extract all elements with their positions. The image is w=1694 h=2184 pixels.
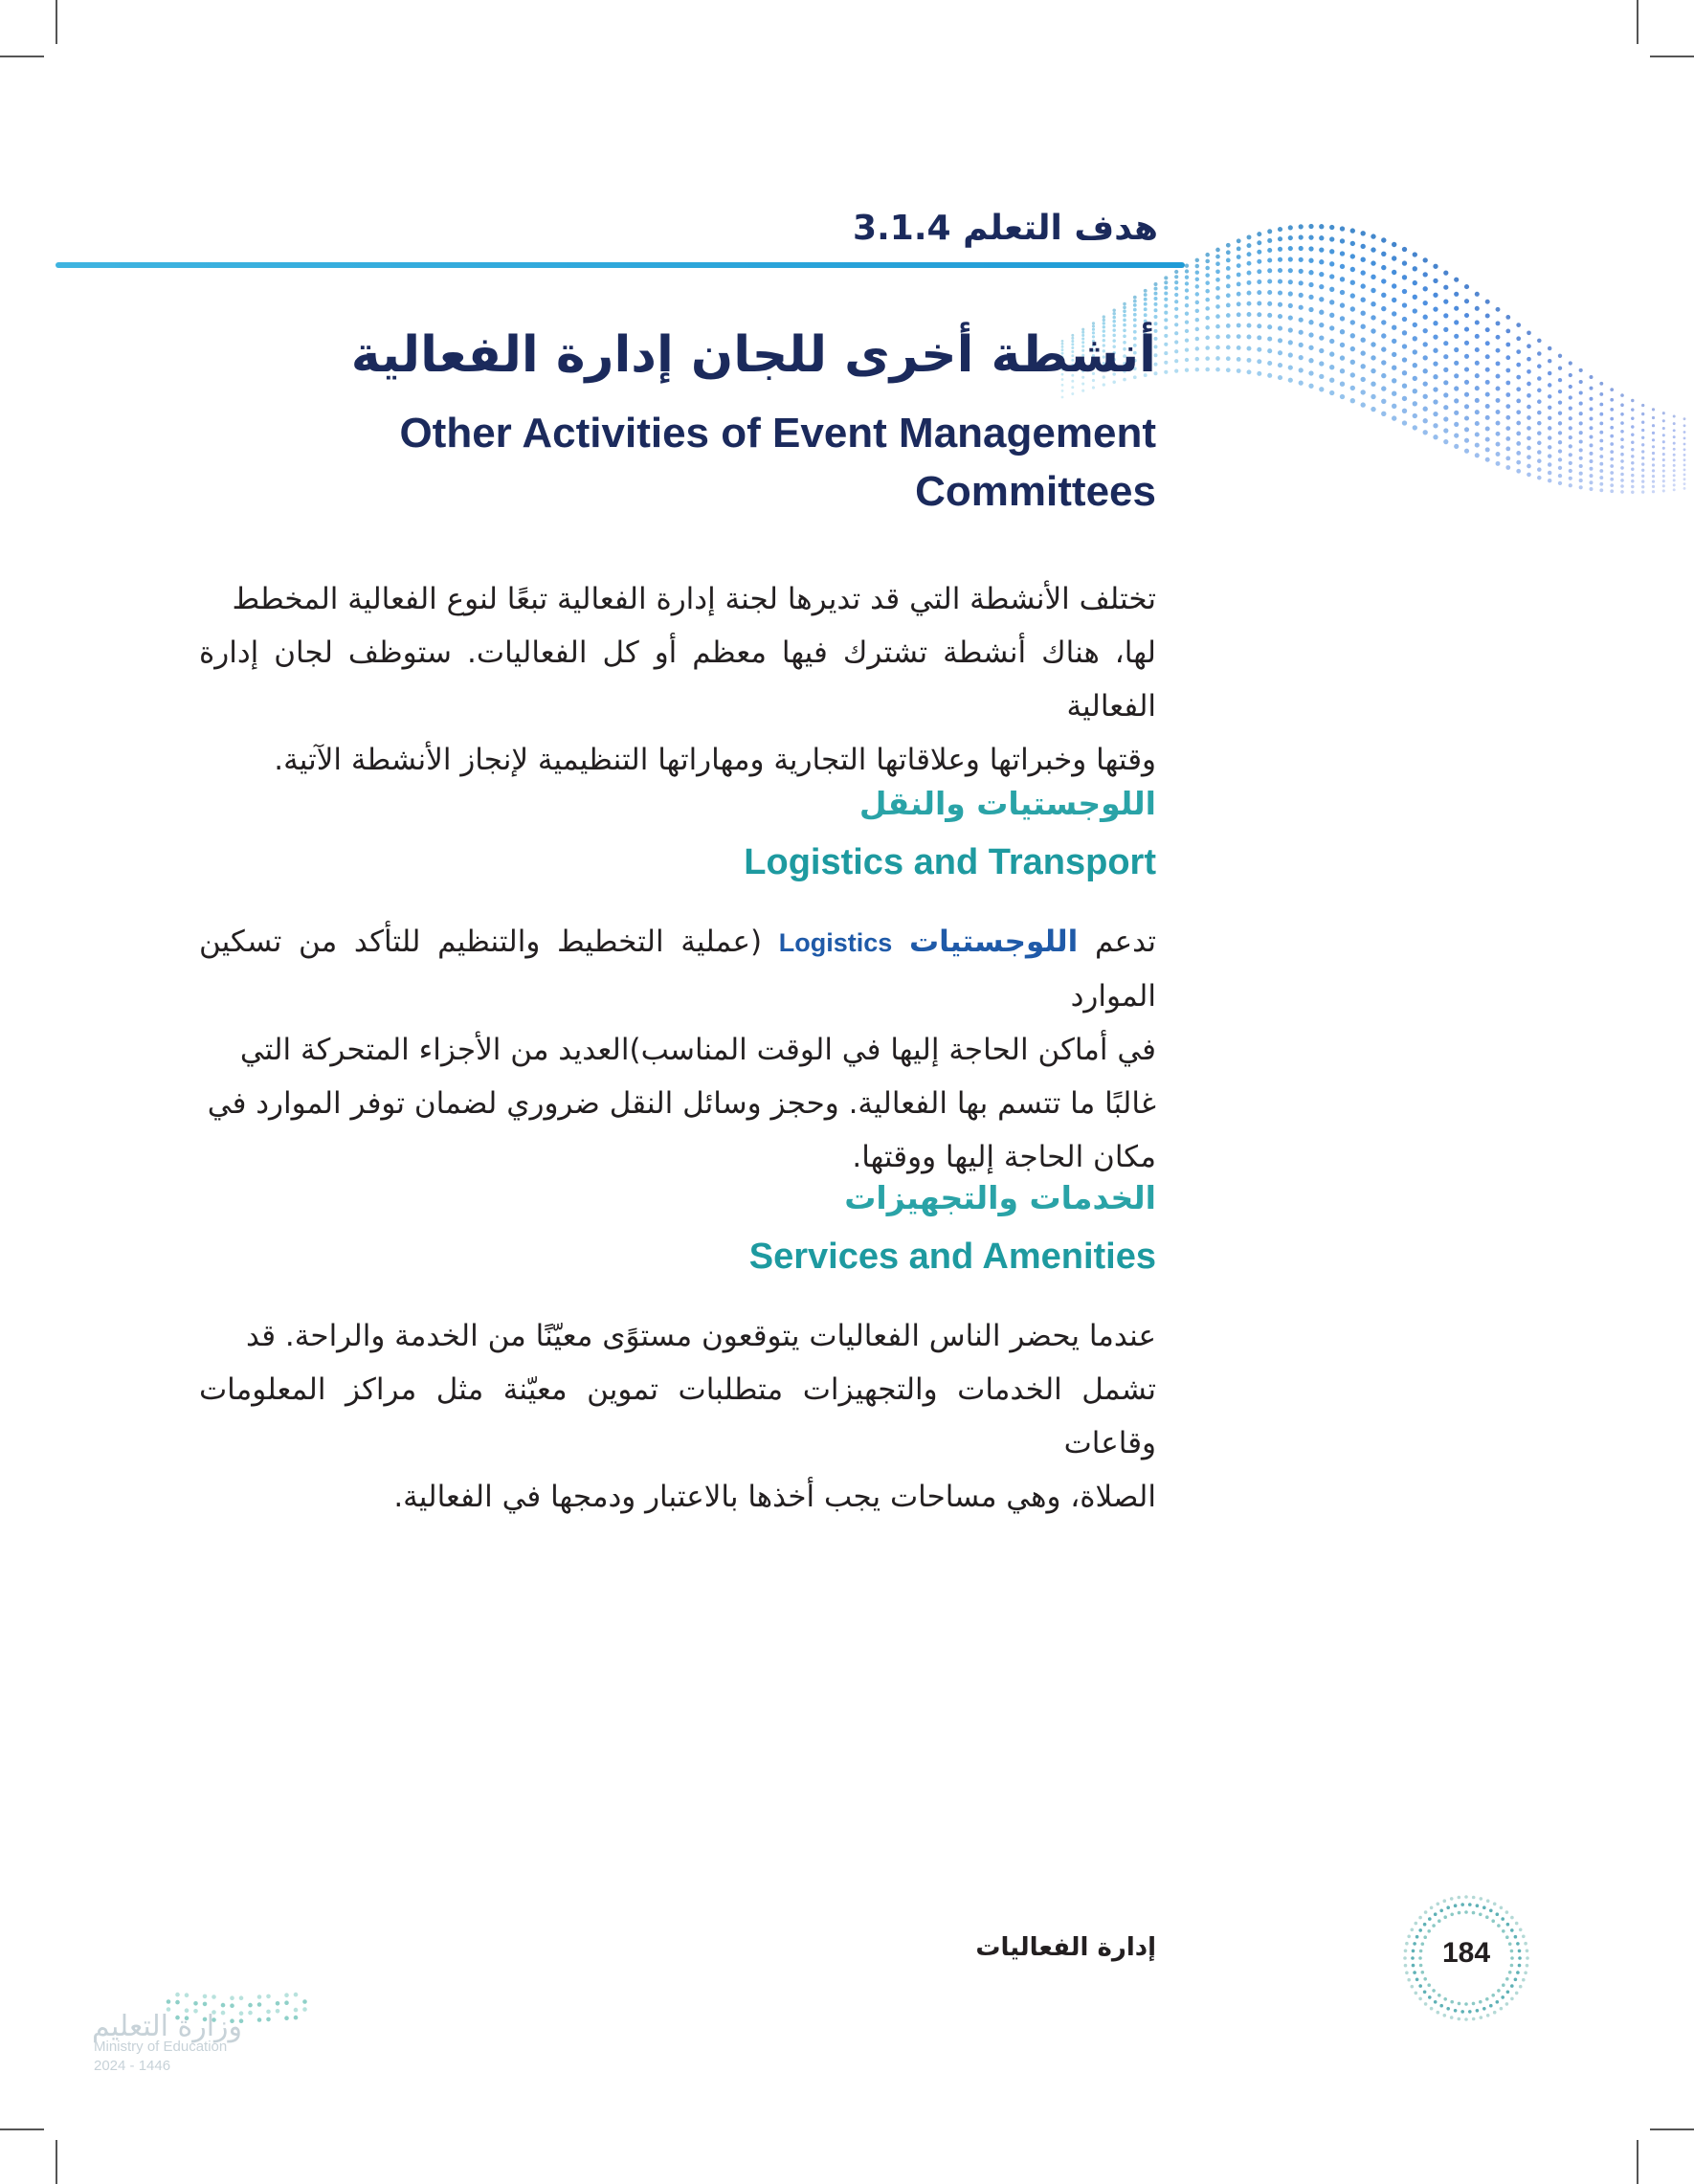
logistics-line-rest: (عملية التخطيط والتنظيم للتأكد من تسكين الموارد (199, 925, 1156, 1014)
logistics-line: في أماكن الحاجة إليها في الوقت المناسب)العديد من الأجزاء المتحركة التي (239, 1033, 1156, 1067)
page-number: 184 (1441, 1937, 1491, 1969)
services-paragraph (199, 1309, 1156, 1524)
crop-mark (56, 0, 57, 44)
logistics-line: مكان الحاجة إليها ووقتها. (852, 1140, 1156, 1174)
ministry-name-english: Ministry of Education (94, 2039, 228, 2055)
page-title-arabic: أنشطة أخرى للجان إدارة الفعالية (350, 326, 1156, 384)
section-heading-services-english: Services and Amenities (748, 1237, 1156, 1277)
learning-objective-label: هدف التعلم 3.1.4 (853, 209, 1158, 248)
logistics-term-arabic: اللوجستيات (908, 925, 1079, 959)
services-line: الصلاة، وهي مساحات يجب أخذها بالاعتبار ودمجها في الفعالية. (393, 1480, 1156, 1514)
intro-line: لها، هناك أنشطة تشترك فيها معظم أو كل الفعاليات. ستوظف لجان إدارة الفعالية (199, 635, 1156, 724)
header-divider-line (56, 262, 1185, 268)
page-title-english-line1: Other Activities of Event Management (399, 410, 1156, 457)
services-line: تشمل الخدمات والتجهيزات متطلبات تموين معيّنة مثل مراكز المعلومات وقاعات (199, 1372, 1156, 1460)
ministry-name-arabic: وزارة التعليم (92, 2010, 243, 2043)
crop-mark (56, 2140, 57, 2184)
logistics-line: غالبًا ما تتسم بها الفعالية. وحجز وسائل النقل ضروري لضمان توفر الموارد في (207, 1086, 1156, 1121)
intro-paragraph (199, 572, 1156, 787)
intro-line: وقتها وخبراتها وعلاقاتها التجارية ومهاراتها التنظيمية لإنجاز الأنشطة الآتية. (274, 743, 1156, 777)
intro-line: تختلف الأنشطة التي قد تديرها لجنة إدارة الفعالية تبعًا لنوع الفعالية المخطط (232, 582, 1156, 616)
crop-mark (0, 2128, 44, 2130)
crop-mark (1637, 2140, 1638, 2184)
footer-book-title: إدارة الفعاليات (975, 1933, 1156, 1962)
logistics-term-english: Logistics (778, 928, 893, 957)
section-heading-logistics-english: Logistics and Transport (744, 842, 1156, 882)
crop-mark (1650, 56, 1694, 57)
section-heading-services-arabic: الخدمات والتجهيزات (844, 1179, 1156, 1216)
page-title-english-line2: Committees (915, 468, 1156, 515)
services-line: عندما يحضر الناس الفعاليات يتوقعون مستوًى معيّنًا من الخدمة والراحة. قد (245, 1319, 1156, 1353)
page-title-english (199, 404, 1156, 521)
logistics-line (199, 915, 1156, 1023)
ministry-year: 2024 - 1446 (94, 2058, 171, 2074)
crop-mark (0, 56, 44, 57)
crop-mark (1637, 0, 1638, 44)
section-heading-logistics-arabic: اللوجستيات والنقل (858, 785, 1156, 822)
logistics-line-start: تدعم (1094, 925, 1157, 959)
crop-mark (1650, 2128, 1694, 2130)
logistics-paragraph (199, 915, 1156, 1184)
